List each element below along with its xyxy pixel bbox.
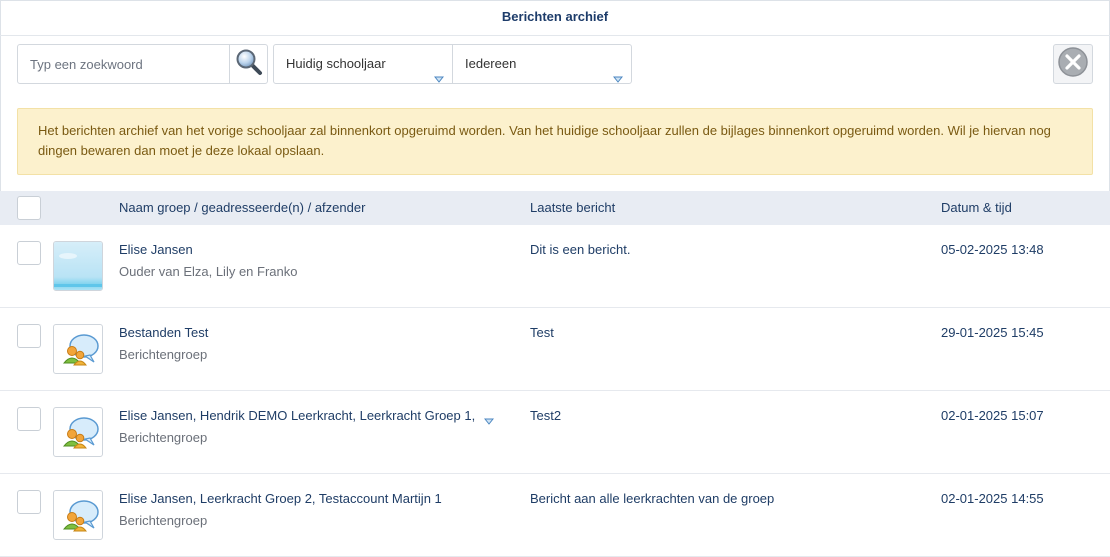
search-button[interactable] bbox=[229, 45, 268, 83]
group-chat-icon bbox=[54, 491, 103, 540]
row-subtitle: Ouder van Elza, Lily en Franko bbox=[119, 264, 298, 279]
search-box bbox=[17, 44, 268, 84]
row-datetime: 02-01-2025 14:55 bbox=[941, 491, 1044, 506]
avatar-sky-image bbox=[54, 242, 103, 291]
table-row[interactable] bbox=[0, 391, 1110, 474]
column-header-datetime[interactable]: Datum & tijd bbox=[941, 200, 1012, 215]
audience-select-value: Iedereen bbox=[465, 56, 517, 71]
search-input[interactable] bbox=[18, 45, 228, 83]
schoolyear-select-value: Huidig schooljaar bbox=[286, 56, 386, 71]
table-row[interactable] bbox=[0, 225, 1110, 308]
row-last-message: Dit is een bericht. bbox=[530, 242, 631, 257]
row-last-message: Test bbox=[530, 325, 554, 340]
row-checkbox[interactable] bbox=[17, 407, 41, 431]
row-datetime: 29-01-2025 15:45 bbox=[941, 325, 1044, 340]
avatar bbox=[53, 407, 103, 457]
avatar bbox=[53, 241, 103, 291]
row-checkbox[interactable] bbox=[17, 241, 41, 265]
group-chat-icon bbox=[54, 408, 103, 457]
row-subtitle: Berichtengroep bbox=[119, 430, 208, 445]
row-last-message: Test2 bbox=[530, 408, 562, 423]
row-datetime: 02-01-2025 15:07 bbox=[941, 408, 1044, 423]
row-checkbox[interactable] bbox=[17, 490, 41, 514]
row-name: Elise Jansen, Leerkracht Groep 2, Testaccount Martijn 1 bbox=[119, 491, 442, 506]
row-name: Elise Jansen bbox=[119, 242, 193, 257]
row-last-message: Bericht aan alle leerkrachten van de groep bbox=[530, 491, 775, 506]
column-header-last-message[interactable]: Laatste bericht bbox=[530, 200, 616, 215]
audience-select[interactable] bbox=[452, 44, 632, 84]
row-subtitle: Berichtengroep bbox=[119, 513, 208, 528]
column-header-name[interactable]: Naam groep / geadresseerde(n) / afzender bbox=[119, 200, 366, 215]
row-name: Bestanden Test bbox=[119, 325, 209, 340]
avatar bbox=[53, 324, 103, 374]
filter-toolbar bbox=[17, 44, 1093, 84]
avatar bbox=[53, 490, 103, 540]
table-row[interactable] bbox=[0, 308, 1110, 391]
magnifier-icon bbox=[235, 48, 263, 81]
table-header bbox=[0, 191, 1110, 225]
table-row[interactable] bbox=[0, 474, 1110, 557]
chevron-down-icon bbox=[434, 60, 444, 98]
row-checkbox[interactable] bbox=[17, 324, 41, 348]
close-button[interactable] bbox=[1053, 44, 1093, 84]
close-circle-icon bbox=[1057, 46, 1089, 83]
cleanup-notice: Het berichten archief van het vorige schooljaar zal binnenkort opgeruimd worden. Van het huidige schooljaar zullen de bijlages binnenkort opgeruimd worden. Wil je hiervan nog dingen bewaren dan moet je deze lokaal opslaan. bbox=[17, 108, 1093, 175]
schoolyear-select[interactable] bbox=[273, 44, 453, 84]
chevron-down-icon bbox=[613, 60, 623, 98]
row-subtitle: Berichtengroep bbox=[119, 347, 208, 362]
group-chat-icon bbox=[54, 325, 103, 374]
expand-recipients-icon[interactable] bbox=[484, 412, 494, 430]
select-all-checkbox[interactable] bbox=[17, 196, 41, 220]
page-title: Berichten archief bbox=[0, 0, 1110, 36]
row-datetime: 05-02-2025 13:48 bbox=[941, 242, 1044, 257]
row-name: Elise Jansen, Hendrik DEMO Leerkracht, Leerkracht Groep 1, bbox=[119, 408, 476, 423]
